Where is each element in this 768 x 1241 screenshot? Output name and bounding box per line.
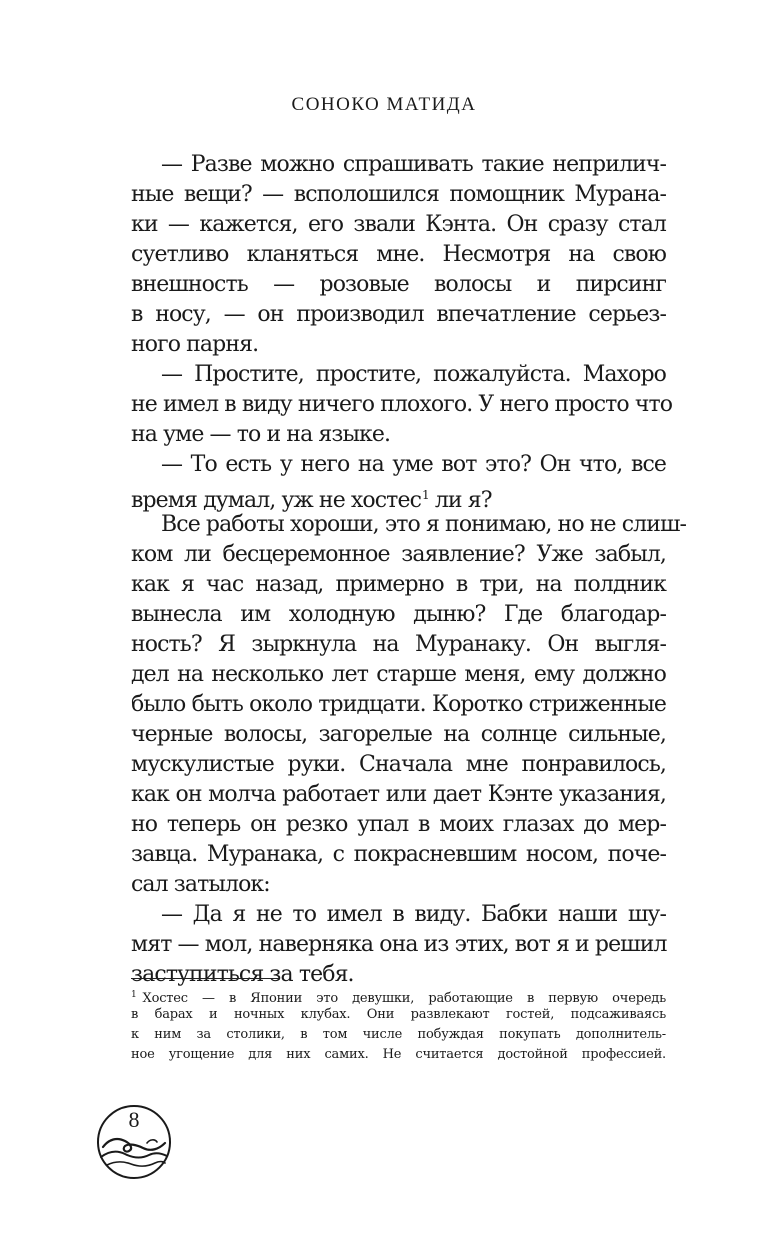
text-line: — Разве можно спрашивать такие неприлич- — [161, 152, 666, 177]
text-line: дел на несколько лет старше меня, ему должно — [131, 662, 666, 687]
footnote-line — [131, 985, 666, 1005]
text-line: черные волосы, загорелые на солнце сильные, — [131, 722, 666, 747]
page-number: 8 — [128, 1107, 140, 1132]
text-line: в носу, — он производил впечатление серьез- — [131, 302, 666, 327]
text-line: ные вещи? — всполошился помощник Мурана- — [131, 182, 666, 207]
text-line: — Да я не то имел в виду. Бабки наши шу- — [161, 902, 666, 927]
running-header-author: СОНОКО МАТИДА — [291, 94, 477, 115]
text-line: заступиться за тебя. — [131, 962, 354, 987]
footnote-text: Хостес — в Японии это девушки, работающие в первую очередь — [142, 991, 666, 1006]
text-line: сал затылок: — [131, 872, 270, 897]
text-fragment: время думал, уж не хостес — [131, 488, 421, 513]
text-line: ки — кажется, его звали Кэнта. Он сразу стал — [131, 212, 666, 237]
text-fragment: ли я? — [434, 488, 492, 513]
text-line: вынесла им холодную дыню? Где благодар- — [131, 602, 666, 627]
footnote-divider — [131, 978, 279, 979]
text-line: Все работы хороши, это я понимаю, но не слиш- — [161, 512, 687, 537]
text-line: не имел в виду ничего плохого. У него просто что — [131, 392, 673, 417]
footnote-line: в барах и ночных клубах. Они развлекают гостей, подсаживаясь — [131, 1007, 666, 1022]
text-line: как он молча работает или дает Кэнте указания, — [131, 782, 666, 807]
footnote-ref: 1 — [422, 488, 429, 502]
text-line: ность? Я зыркнула на Муранаку. Он выгля- — [131, 632, 666, 657]
text-line: но теперь он резко упал в моих глазах до мер- — [131, 812, 666, 837]
footnote-marker: 1 — [131, 990, 137, 1000]
text-line: ного парня. — [131, 332, 259, 357]
text-line: — То есть у него на уме вот это? Он что, все — [161, 452, 666, 477]
footnote — [131, 985, 666, 1065]
text-line: внешность — розовые волосы и пирсинг — [131, 272, 666, 297]
text-line: завца. Муранака, с покрасневшим носом, поче- — [131, 842, 666, 867]
text-line: как я час назад, примерно в три, на полдник — [131, 572, 666, 597]
text-line: — Простите, простите, пожалуйста. Махоро — [161, 362, 666, 387]
text-line: было быть около тридцати. Коротко стриженные — [131, 692, 666, 717]
text-line: мускулистые руки. Сначала мне понравилось, — [131, 752, 666, 777]
footnote-line: к ним за столики, в том числе побуждая покупать дополнитель- — [131, 1027, 666, 1042]
text-line: ком ли бесцеремонное заявление? Уже забыл, — [131, 542, 666, 567]
footnote-line: ное угощение для них самих. Не считается достойной профессией. — [131, 1047, 666, 1062]
text-line: на уме — то и на языке. — [131, 422, 391, 447]
text-line: мят — мол, наверняка она из этих, вот я и решил — [131, 932, 667, 957]
main-text — [131, 150, 687, 990]
text-line — [131, 480, 666, 513]
text-line: суетливо кланяться мне. Несмотря на свою — [131, 242, 666, 267]
